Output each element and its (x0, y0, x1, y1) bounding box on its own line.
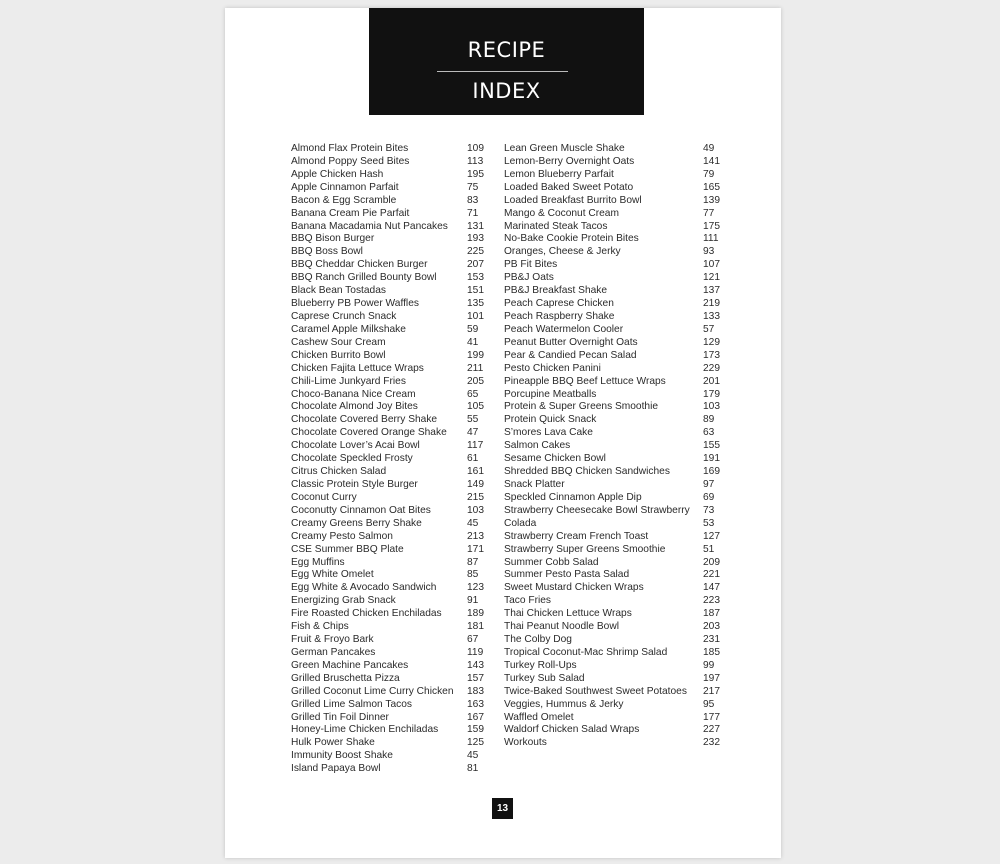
index-entry (291, 363, 486, 376)
index-entry (504, 246, 721, 259)
entry-page-number: 55 (467, 414, 479, 426)
entry-name: Black Bean Tostadas (291, 285, 386, 297)
entry-name: Speckled Cinnamon Apple Dip (504, 491, 642, 503)
entry-name: Chocolate Almond Joy Bites (291, 401, 418, 413)
entry-page-number: 71 (467, 207, 479, 219)
entry-page-number: 51 (703, 543, 715, 555)
entry-name: The Colby Dog (504, 634, 572, 646)
index-entry (504, 569, 721, 582)
entry-name: Porcupine Meatballs (504, 388, 597, 400)
entry-name: PB&J Oats (504, 272, 554, 284)
index-entry (291, 440, 486, 453)
index-entry (504, 298, 721, 311)
index-entry (504, 595, 721, 608)
index-entry (504, 272, 721, 285)
index-entry (504, 531, 721, 544)
index-entry (504, 195, 721, 208)
index-entry (504, 621, 721, 634)
entry-name: Loaded Breakfast Burrito Bowl (504, 194, 642, 206)
entry-name: Grilled Bruschetta Pizza (291, 672, 400, 684)
entry-name: Grilled Tin Foil Dinner (291, 711, 389, 723)
entry-page-number: 123 (467, 582, 484, 594)
entry-name: Thai Chicken Lettuce Wraps (504, 608, 632, 620)
entry-name: Summer Cobb Salad (504, 556, 599, 568)
entry-page-number: 141 (703, 155, 720, 167)
index-entry (504, 440, 721, 453)
entry-name: Strawberry Cheesecake Bowl Strawberry (504, 504, 690, 516)
index-entry (291, 285, 486, 298)
index-entry (504, 492, 721, 505)
entry-page-number: 81 (467, 763, 479, 775)
entry-page-number: 75 (467, 181, 479, 193)
index-entry (291, 699, 486, 712)
entry-name: Chocolate Covered Orange Shake (291, 427, 447, 439)
index-entry (291, 505, 486, 518)
entry-page-number: 135 (467, 298, 484, 310)
entry-page-number: 107 (703, 259, 720, 271)
index-entry (504, 169, 721, 182)
index-entry (291, 427, 486, 440)
entry-name: Citrus Chicken Salad (291, 466, 387, 478)
entry-name: Fruit & Froyo Bark (291, 634, 374, 646)
index-entry (291, 143, 486, 156)
entry-name: Taco Fries (504, 595, 551, 607)
index-entry (504, 389, 721, 402)
entry-page-number: 129 (703, 336, 720, 348)
entry-page-number: 189 (467, 608, 484, 620)
index-entry (291, 208, 486, 221)
entry-page-number: 217 (703, 685, 720, 697)
index-entry (291, 608, 486, 621)
index-entry (291, 389, 486, 402)
entry-page-number: 219 (703, 298, 720, 310)
entry-page-number: 59 (467, 323, 479, 335)
entry-name: Turkey Sub Salad (504, 672, 585, 684)
entry-name: German Pancakes (291, 646, 376, 658)
entry-name: Pear & Candied Pecan Salad (504, 349, 637, 361)
index-entry (291, 531, 486, 544)
index-entry (504, 453, 721, 466)
entry-page-number: 77 (703, 207, 715, 219)
entry-name: Veggies, Hummus & Jerky (504, 698, 624, 710)
entry-name: BBQ Bison Burger (291, 233, 375, 245)
entry-page-number: 105 (467, 401, 484, 413)
entry-page-number: 63 (703, 427, 715, 439)
index-entry (504, 311, 721, 324)
entry-page-number: 87 (467, 556, 479, 568)
index-entry (504, 376, 721, 389)
entry-page-number: 79 (703, 168, 715, 180)
index-entry (504, 233, 721, 246)
entry-page-number: 119 (467, 646, 484, 658)
entry-name: BBQ Cheddar Chicken Burger (291, 259, 428, 271)
entry-page-number: 147 (703, 582, 720, 594)
entry-name: Pineapple BBQ Beef Lettuce Wraps (504, 375, 666, 387)
entry-page-number: 121 (703, 272, 720, 284)
index-entry (291, 763, 486, 776)
entry-name: Caprese Crunch Snack (291, 310, 397, 322)
entry-name: Bacon & Egg Scramble (291, 194, 397, 206)
index-entry (291, 479, 486, 492)
entry-name: Honey-Lime Chicken Enchiladas (291, 724, 439, 736)
entry-name: Chicken Burrito Bowl (291, 349, 386, 361)
page-number: 13 (492, 798, 513, 819)
index-entry (291, 647, 486, 660)
entry-page-number: 177 (703, 711, 720, 723)
entry-page-number: 99 (703, 659, 715, 671)
entry-page-number: 213 (467, 530, 484, 542)
entry-page-number: 167 (467, 711, 484, 723)
header-divider (437, 71, 568, 72)
entry-page-number: 57 (703, 323, 715, 335)
entry-page-number: 203 (703, 621, 720, 633)
index-entry (504, 466, 721, 479)
entry-name: Peach Watermelon Cooler (504, 323, 624, 335)
entry-page-number: 161 (467, 466, 484, 478)
entry-page-number: 83 (467, 194, 479, 206)
index-entry (291, 582, 486, 595)
index-entry (291, 595, 486, 608)
entry-page-number: 159 (467, 724, 484, 736)
entry-name: Almond Poppy Seed Bites (291, 155, 410, 167)
entry-page-number: 111 (703, 233, 719, 245)
entry-page-number: 187 (703, 608, 720, 620)
entry-page-number: 223 (703, 595, 720, 607)
index-entry (504, 582, 721, 595)
document-page (225, 8, 781, 858)
entry-name: Summer Pesto Pasta Salad (504, 569, 630, 581)
entry-name: Creamy Greens Berry Shake (291, 517, 422, 529)
index-entry (504, 557, 721, 570)
entry-page-number: 151 (467, 285, 484, 297)
entry-page-number: 69 (703, 491, 715, 503)
entry-name: Lemon-Berry Overnight Oats (504, 155, 635, 167)
entry-name: Chili-Lime Junkyard Fries (291, 375, 406, 387)
entry-page-number: 201 (703, 375, 720, 387)
entry-name: Strawberry Cream French Toast (504, 530, 649, 542)
entry-page-number: 197 (703, 672, 720, 684)
entry-page-number: 103 (467, 504, 484, 516)
entry-name: Workouts (504, 737, 547, 749)
entry-name: Twice-Baked Southwest Sweet Potatoes (504, 685, 687, 697)
entry-page-number: 41 (467, 336, 479, 348)
index-entry (291, 453, 486, 466)
index-entry (291, 569, 486, 582)
entry-name: Protein Quick Snack (504, 414, 597, 426)
index-entry (291, 621, 486, 634)
entry-name: Thai Peanut Noodle Bowl (504, 621, 619, 633)
index-entry (504, 699, 721, 712)
entry-name: CSE Summer BBQ Plate (291, 543, 404, 555)
entry-page-number: 175 (703, 220, 720, 232)
index-entry (504, 737, 721, 750)
index-entry (291, 311, 486, 324)
entry-name: BBQ Boss Bowl (291, 246, 363, 258)
entry-name: Colada (504, 517, 537, 529)
entry-name: Immunity Boost Shake (291, 750, 393, 762)
index-entry (291, 737, 486, 750)
entry-page-number: 89 (703, 414, 715, 426)
entry-page-number: 49 (703, 143, 715, 154)
index-entry (291, 259, 486, 272)
entry-name: S’mores Lava Cake (504, 427, 593, 439)
entry-name: Egg White Omelet (291, 569, 374, 581)
entry-page-number: 67 (467, 634, 479, 646)
entry-name: Peach Caprese Chicken (504, 298, 614, 310)
entry-name: Apple Chicken Hash (291, 168, 384, 180)
entry-page-number: 93 (703, 246, 715, 258)
entry-name: Island Papaya Bowl (291, 763, 381, 775)
entry-name: Creamy Pesto Salmon (291, 530, 393, 542)
index-header (369, 8, 644, 115)
index-entry (291, 298, 486, 311)
entry-name: Sesame Chicken Bowl (504, 453, 606, 465)
entry-page-number: 199 (467, 349, 484, 361)
entry-page-number: 193 (467, 233, 484, 245)
entry-name: Loaded Baked Sweet Potato (504, 181, 634, 193)
entry-page-number: 185 (703, 646, 720, 658)
entry-page-number: 165 (703, 181, 720, 193)
entry-name: Chocolate Covered Berry Shake (291, 414, 438, 426)
index-entry (291, 544, 486, 557)
index-entry (291, 401, 486, 414)
entry-page-number: 149 (467, 478, 484, 490)
entry-page-number: 137 (703, 285, 720, 297)
index-entry (291, 518, 486, 531)
entry-page-number: 169 (703, 466, 720, 478)
index-entry (504, 324, 721, 337)
header-title-recipe: RECIPE (467, 38, 546, 62)
entry-name: Grilled Lime Salmon Tacos (291, 698, 412, 710)
entry-page-number: 231 (703, 634, 720, 646)
entry-page-number: 65 (467, 388, 479, 400)
entry-name: Sweet Mustard Chicken Wraps (504, 582, 644, 594)
index-entry (291, 246, 486, 259)
entry-page-number: 183 (467, 685, 484, 697)
index-entry (504, 401, 721, 414)
entry-name: Almond Flax Protein Bites (291, 143, 409, 154)
index-entry (291, 350, 486, 363)
entry-page-number: 127 (703, 530, 720, 542)
entry-page-number: 181 (467, 621, 484, 633)
index-entry (504, 479, 721, 492)
index-entry (291, 337, 486, 350)
entry-page-number: 205 (467, 375, 484, 387)
entry-page-number: 215 (467, 491, 484, 503)
index-entry (291, 557, 486, 570)
entry-name: Fish & Chips (291, 621, 349, 633)
entry-page-number: 209 (703, 556, 720, 568)
entry-page-number: 91 (467, 595, 479, 607)
entry-name: Chicken Fajita Lettuce Wraps (291, 362, 424, 374)
entry-page-number: 171 (467, 543, 484, 555)
entry-page-number: 157 (467, 672, 484, 684)
entry-page-number: 117 (467, 440, 484, 452)
index-entry (291, 686, 486, 699)
entry-name: Snack Platter (504, 478, 565, 490)
entry-name: Turkey Roll-Ups (504, 659, 577, 671)
entry-page-number: 163 (467, 698, 484, 710)
entry-page-number: 155 (703, 440, 720, 452)
entry-page-number: 211 (467, 362, 484, 374)
index-entry (291, 272, 486, 285)
index-entry (504, 660, 721, 673)
entry-name: Fire Roasted Chicken Enchiladas (291, 608, 442, 620)
entry-name: Banana Cream Pie Parfait (291, 207, 410, 219)
entry-name: Strawberry Super Greens Smoothie (504, 543, 666, 555)
index-entry (504, 259, 721, 272)
entry-name: Mango & Coconut Cream (504, 207, 619, 219)
index-entry (504, 182, 721, 195)
entry-name: Choco-Banana Nice Cream (291, 388, 416, 400)
index-entry (291, 376, 486, 389)
index-entry (291, 466, 486, 479)
entry-name: Blueberry PB Power Waffles (291, 298, 419, 310)
entry-name: Coconutty Cinnamon Oat Bites (291, 504, 431, 516)
index-entry (504, 505, 721, 518)
entry-page-number: 195 (467, 168, 484, 180)
entry-page-number: 173 (703, 349, 720, 361)
index-entry (504, 350, 721, 363)
index-entry (291, 156, 486, 169)
index-entry (504, 285, 721, 298)
entry-page-number: 47 (467, 427, 479, 439)
entry-name: Apple Cinnamon Parfait (291, 181, 399, 193)
entry-page-number: 153 (467, 272, 484, 284)
entry-name: BBQ Ranch Grilled Bounty Bowl (291, 272, 437, 284)
index-entry (291, 492, 486, 505)
entry-page-number: 73 (703, 504, 715, 516)
index-entry (291, 634, 486, 647)
index-entry (291, 233, 486, 246)
index-entry (504, 208, 721, 221)
entry-name: Coconut Curry (291, 491, 357, 503)
entry-page-number: 229 (703, 362, 720, 374)
index-entry (504, 427, 721, 440)
entry-page-number: 45 (467, 750, 479, 762)
entry-name: Salmon Cakes (504, 440, 571, 452)
entry-name: Chocolate Speckled Frosty (291, 453, 413, 465)
entry-page-number: 109 (467, 143, 484, 154)
index-entry (504, 414, 721, 427)
entry-page-number: 125 (467, 737, 484, 749)
entry-page-number: 113 (467, 155, 484, 167)
entry-name: Protein & Super Greens Smoothie (504, 401, 659, 413)
entry-name: Energizing Grab Snack (291, 595, 396, 607)
entry-name: Tropical Coconut-Mac Shrimp Salad (504, 646, 668, 658)
entry-name: Hulk Power Shake (291, 737, 375, 749)
index-entry (504, 673, 721, 686)
index-entry (504, 544, 721, 557)
index-entry (291, 324, 486, 337)
entry-name: PB Fit Bites (504, 259, 558, 271)
entry-name: Peanut Butter Overnight Oats (504, 336, 638, 348)
entry-name: Banana Macadamia Nut Pancakes (291, 220, 448, 232)
entry-page-number: 191 (703, 453, 720, 465)
index-column-right (504, 143, 721, 750)
index-entry (291, 414, 486, 427)
entry-name: Grilled Coconut Lime Curry Chicken (291, 685, 454, 697)
index-entry (504, 518, 721, 531)
entry-page-number: 97 (703, 478, 715, 490)
entry-page-number: 227 (703, 724, 720, 736)
entry-name: Chocolate Lover’s Acai Bowl (291, 440, 420, 452)
entry-name: Green Machine Pancakes (291, 659, 409, 671)
entry-page-number: 95 (703, 698, 715, 710)
entry-name: Classic Protein Style Burger (291, 478, 418, 490)
entry-page-number: 143 (467, 659, 484, 671)
index-entry (291, 724, 486, 737)
index-entry (291, 712, 486, 725)
entry-name: Caramel Apple Milkshake (291, 323, 406, 335)
entry-page-number: 133 (703, 310, 720, 322)
index-entry (504, 647, 721, 660)
index-entry (504, 363, 721, 376)
entry-name: Cashew Sour Cream (291, 336, 386, 348)
entry-page-number: 85 (467, 569, 479, 581)
entry-page-number: 131 (467, 220, 484, 232)
entry-page-number: 139 (703, 194, 720, 206)
entry-page-number: 45 (467, 517, 479, 529)
entry-name: Oranges, Cheese & Jerky (504, 246, 621, 258)
index-entry (504, 686, 721, 699)
entry-name: Peach Raspberry Shake (504, 310, 615, 322)
entry-name: Shredded BBQ Chicken Sandwiches (504, 466, 670, 478)
entry-page-number: 232 (703, 737, 720, 749)
index-entry (504, 634, 721, 647)
entry-page-number: 53 (703, 517, 715, 529)
index-entry (504, 221, 721, 234)
entry-name: Marinated Steak Tacos (504, 220, 608, 232)
entry-name: Waffled Omelet (504, 711, 574, 723)
entry-page-number: 225 (467, 246, 484, 258)
index-entry (291, 169, 486, 182)
entry-page-number: 221 (703, 569, 720, 581)
index-entry (504, 156, 721, 169)
index-entry (504, 712, 721, 725)
entry-page-number: 179 (703, 388, 720, 400)
entry-page-number: 101 (467, 310, 484, 322)
index-entry (504, 608, 721, 621)
entry-name: Egg White & Avocado Sandwich (291, 582, 437, 594)
index-entry (504, 337, 721, 350)
entry-page-number: 103 (703, 401, 720, 413)
index-column-left (291, 143, 486, 776)
index-entry (291, 750, 486, 763)
entry-name: No-Bake Cookie Protein Bites (504, 233, 639, 245)
index-entry (291, 221, 486, 234)
entry-page-number: 207 (467, 259, 484, 271)
entry-name: Pesto Chicken Panini (504, 362, 601, 374)
entry-name: Waldorf Chicken Salad Wraps (504, 724, 640, 736)
index-entry (504, 143, 721, 156)
entry-name: Lean Green Muscle Shake (504, 143, 625, 154)
index-entry (291, 673, 486, 686)
index-entry (504, 724, 721, 737)
index-entry (291, 182, 486, 195)
index-entry (291, 195, 486, 208)
entry-name: PB&J Breakfast Shake (504, 285, 608, 297)
entry-page-number: 61 (467, 453, 479, 465)
index-entry (291, 660, 486, 673)
entry-name: Egg Muffins (291, 556, 345, 568)
entry-name: Lemon Blueberry Parfait (504, 168, 614, 180)
header-title-index: INDEX (472, 79, 541, 103)
